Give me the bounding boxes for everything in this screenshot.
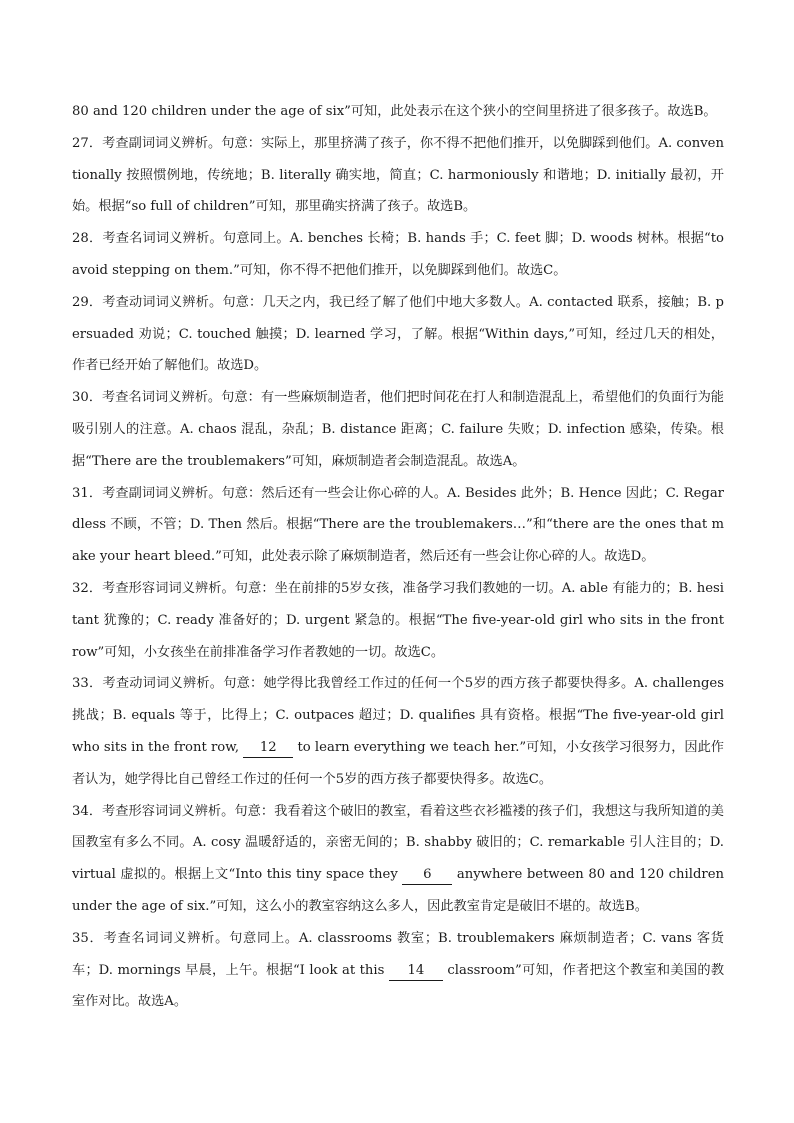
answer-explanations [72,96,724,1018]
explanation-34 [72,796,724,923]
blank-12: 12 [243,739,293,758]
explanation-33-text-a: 33．考查动词词义辨析。句意：她学得比我曾经工作过的任何一个5岁的西方孩子都要快得多。A. challenges 挑战；B. equals 等于，比得上；C. outpaces 超过；D. qualifies 具有资格。根据“The five-year-old girl who sits in the front row, [72,676,724,755]
explanation-35 [72,923,724,1018]
explanation-33 [72,668,724,795]
explanation-26-tail: 80 and 120 children under the age of six”可知，此处表示在这个狭小的空间里挤进了很多孩子。故选B。 [72,104,717,119]
explanation-32: 32．考查形容词词义辨析。句意：坐在前排的5岁女孩，准备学习我们教她的一切。A. able 有能力的；B. hesitant 犹豫的；C. ready 准备好的；D. urgent 紧急的。根据“The five-year-old girl who sits in the front row”可知，小女孩坐在前排准备学习作者教她的一切。故选C。 [72,580,724,660]
blank-14: 14 [389,962,443,981]
explanation-33-text-b: to learn everything we teach her.”可知，小女孩学习很努力，因此作者认为，她学得比自己曾经工作过的任何一个5岁的西方孩子都要快得多。故选C。 [72,739,724,787]
explanation-31: 31．考查副词词义辨析。句意：然后还有一些会让你心碎的人。A. Besides 此外；B. Hence 因此；C. Regardless 不顾，不管；D. Then 然后。根据“There are the troublemakers…”和“there are the ones that make your heart bleed.”可知，此处表示除了麻烦制造者，然后还有一些会让你心碎的人。故选D。 [72,485,724,565]
blank-6: 6 [402,866,452,885]
explanation-35-text-a: 35．考查名词词义辨析。句意同上。A. classrooms 教室；B. troublemakers 麻烦制造者；C. vans 客货车；D. mornings 早晨，上午。根据“I look at this [72,930,724,978]
explanation-30: 30．考查名词词义辨析。句意：有一些麻烦制造者，他们把时间花在打人和制造混乱上，希望他们的负面行为能吸引别人的注意。A. chaos 混乱，杂乱；B. distance 距离；C. failure 失败；D. infection 感染，传染。根据“There are the troublemakers”可知，麻烦制造者会制造混乱。故选A。 [72,390,724,469]
explanation-27: 27．考查副词词义辨析。句意：实际上，那里挤满了孩子，你不得不把他们推开，以免脚踩到他们。A. conventionally 按照惯例地，传统地；B. literally 确实地，简直；C. harmoniously 和谐地；D. initially 最初，开始。根据“so full of children”可知，那里确实挤满了孩子。故选B。 [72,135,724,215]
explanation-34-text-a: 34．考查形容词词义辨析。句意：我看着这个破旧的教室，看着这些衣衫褴褛的孩子们，我想这与我所知道的美国教室有多么不同。A. cosy 温暖舒适的，亲密无间的；B. shabby 破旧的；C. remarkable 引人注目的；D. virtual 虚拟的。根据上文“Into this tiny space they [72,803,724,883]
explanation-34-text-b: anywhere between 80 and 120 children under the age of six.”可知，这么小的教室容纳这么多人，因此教室肯定是破旧不堪的。故选B。 [72,867,724,914]
explanation-29: 29．考查动词词义辨析。句意：几天之内，我已经了解了他们中地大多数人。A. contacted 联系，接触；B. persuaded 劝说；C. touched 触摸；D. learned 学习，了解。根据“Within days,”可知，经过几天的相处，作者已经开始了解他们。故选D。 [72,294,724,374]
explanation-28: 28．考查名词词义辨析。句意同上。A. benches 长椅；B. hands 手；C. feet 脚；D. woods 树林。根据“to avoid stepping on them.”可知，你不得不把他们推开，以免脚踩到他们。故选C。 [72,231,724,278]
explanation-35-text-b: classroom”可知，作者把这个教室和美国的教室作对比。故选A。 [72,962,725,1010]
